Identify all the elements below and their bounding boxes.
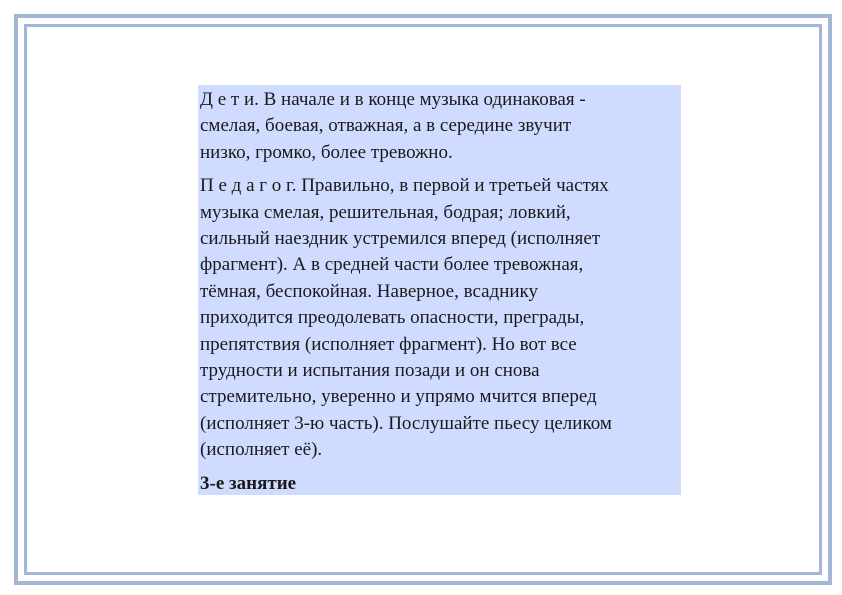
- section-heading: 3-е занятие: [200, 472, 297, 494]
- paragraph-children-answer: Д е т и. В начале и в конце музыка одинаковая - смелая, боевая, отважная, а в середине звучит низко, громко, более тревожно.: [200, 89, 586, 163]
- paragraph-teacher-remark: П е д а г о г. Правильно, в первой и третьей частях музыка смелая, решительная, бодрая; ловкий, сильный наездник устремился вперед (исполняет фрагмент). А в средней части более тревожная, тёмная, беспокойная. Наверное, всаднику приходится преодолевать опасности, преграды, препятствия (исполняет фрагмент). Но вот все трудности и испытания позади и он снова стремительно, уверенно и упрямо мчится вперед (исполняет 3-ю часть). Послушайте пьесу целиком (исполняет её).: [200, 175, 612, 461]
- text-block: [198, 85, 681, 495]
